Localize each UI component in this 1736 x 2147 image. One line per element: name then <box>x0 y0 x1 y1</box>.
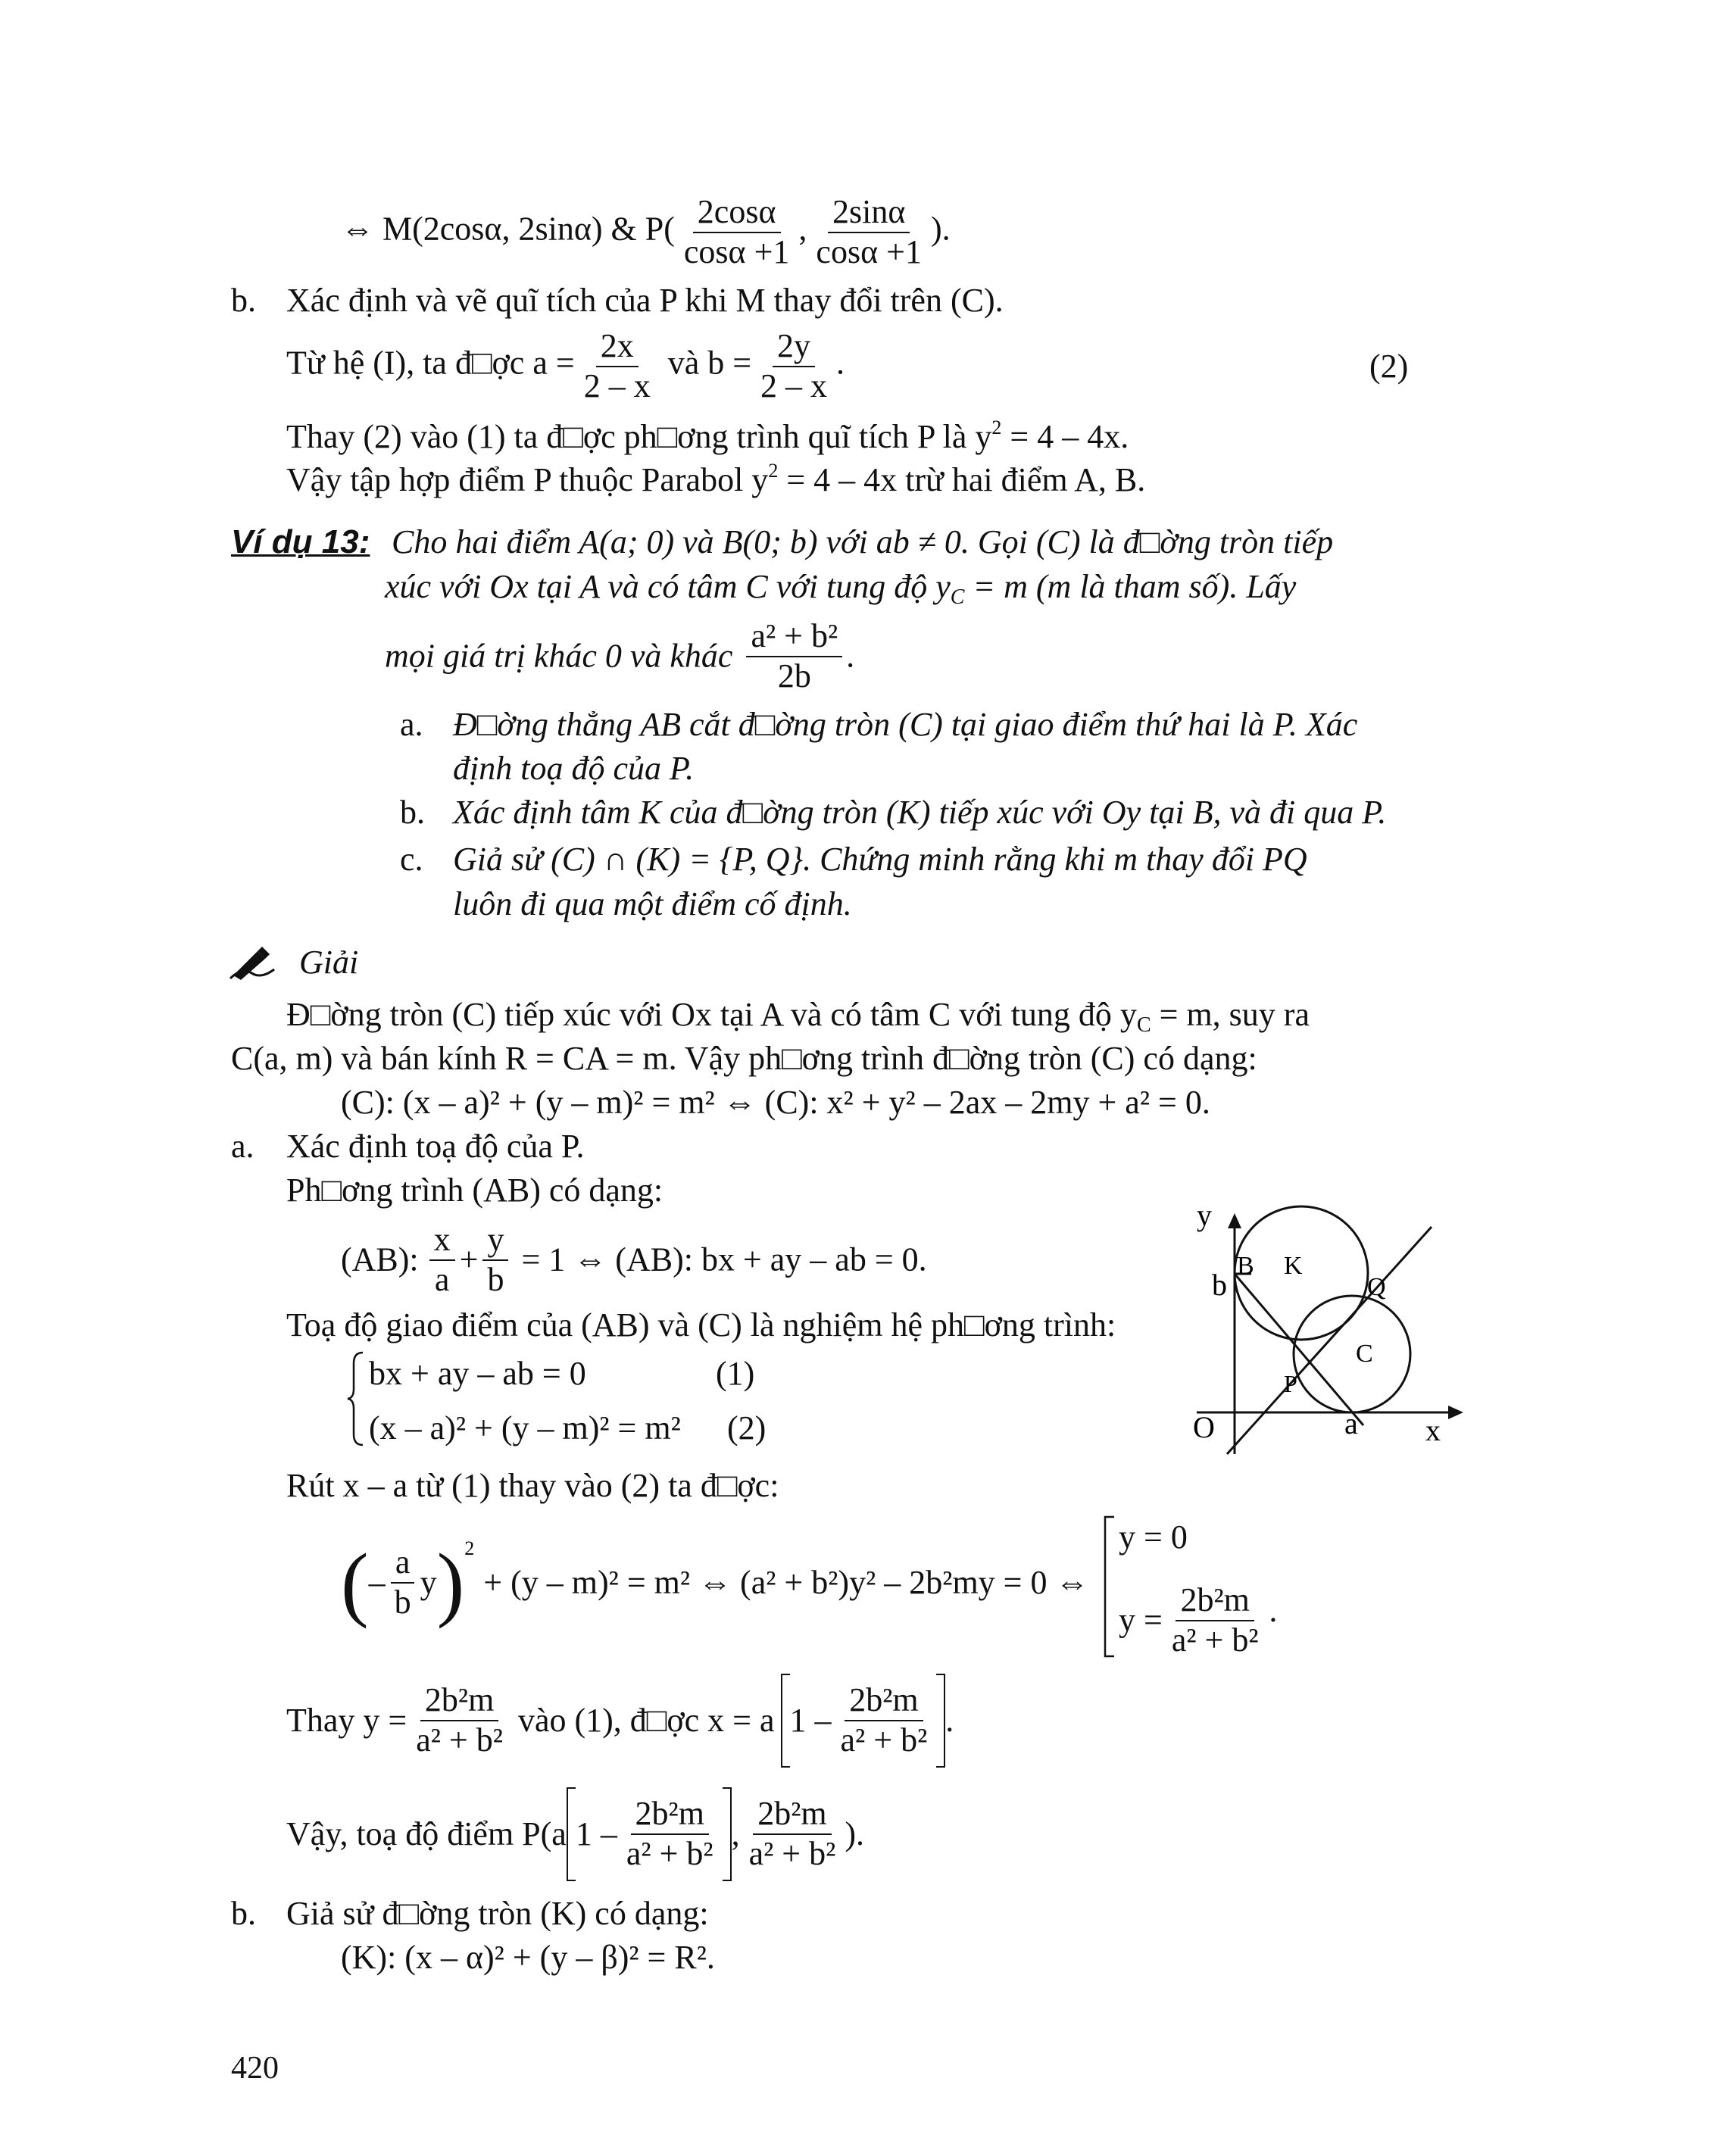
system-eq-1-tag: (1) <box>716 1355 755 1392</box>
x-axis-arrow <box>1448 1406 1463 1419</box>
right-bracket <box>936 1674 945 1768</box>
left-bracket <box>567 1787 576 1881</box>
text: Đ□ờng tròn (C) tiếp xúc với Ox tại A và có tâm C với tung độ y <box>286 996 1137 1033</box>
text: vào (1), đ□ợc x = a <box>517 1702 775 1739</box>
solution-heading <box>227 943 358 981</box>
numerator: a <box>391 1543 415 1584</box>
denominator: cosα +1 <box>683 232 790 270</box>
text: xúc với Ox tại A và có tâm C với tung độ y <box>385 568 951 605</box>
numerator: y <box>482 1221 508 1261</box>
substitute-line <box>286 417 1129 455</box>
pen-writing-icon <box>227 944 280 981</box>
denominator: a² + b² <box>626 1835 713 1872</box>
substitute-y-line <box>286 1674 954 1768</box>
part-a-title: Xác định toạ độ của P. <box>286 1128 585 1165</box>
sub-b-line: Xác định tâm K của đ□ờng tròn (K) tiếp xúc với Oy tại B, và đi qua P. <box>453 794 1387 831</box>
fraction-py <box>811 193 926 271</box>
denominator: 2 – x <box>583 367 651 404</box>
text: = 4 – 4x. <box>1001 418 1129 455</box>
example-label <box>231 523 370 560</box>
close-paren: ) <box>436 1537 465 1629</box>
system-eq-2: (x – a)² + (y – m)² = m² <box>369 1409 681 1446</box>
superscript: 2 <box>768 460 779 482</box>
case-2 <box>1119 1581 1279 1659</box>
sub-a-line-2: định toạ độ của P. <box>453 750 695 787</box>
text: Vậy, toạ độ điểm P(a <box>286 1815 567 1852</box>
text: = 4 – 4x trừ hai điểm A, B. <box>778 461 1146 498</box>
sub-c-label: c. <box>400 841 423 878</box>
fraction-case <box>1167 1581 1263 1659</box>
left-brace <box>345 1350 367 1448</box>
y-axis-label: y <box>1197 1204 1212 1232</box>
open-paren: ( <box>341 1537 369 1629</box>
numerator: 2b²m <box>753 1795 831 1835</box>
denominator: cosα +1 <box>816 232 922 270</box>
case-bracket <box>1102 1515 1329 1659</box>
y-axis-arrow <box>1228 1213 1241 1228</box>
fraction-px <box>679 193 795 271</box>
system-eq-2-tag: (2) <box>727 1409 767 1446</box>
sub-b-label: b. <box>400 794 425 831</box>
line-prefix: ⇔ M(2cosα, 2sinα) & P( <box>341 210 675 248</box>
x-axis-label: x <box>1425 1413 1441 1447</box>
bracket-line <box>1102 1515 1117 1659</box>
sub-c-line-2: luôn đi qua một điểm cố định. <box>453 885 852 922</box>
dot: · <box>1267 1601 1279 1639</box>
variable-y: y <box>420 1564 437 1601</box>
period: . <box>847 637 856 675</box>
text: Thay (2) vào (1) ta đ□ợc ph□ơng trình quĩ tích P là y <box>286 418 992 455</box>
sub-a-label: a. <box>400 706 423 743</box>
denominator: a² + b² <box>840 1721 928 1758</box>
fraction-px2 <box>622 1795 718 1873</box>
part-b-title-2: Giả sử đ□ờng tròn (K) có dạng: <box>286 1895 709 1932</box>
numerator: a² + b² <box>746 617 842 657</box>
text: 1 – <box>575 1815 617 1852</box>
text: , <box>731 1815 740 1852</box>
point-p-label: P <box>1284 1370 1297 1397</box>
sub-c-line-1: Giả sử (C) ∩ (K) = {P, Q}. Chứng minh rằng khi m thay đổi PQ <box>453 841 1307 878</box>
origin-label: O <box>1193 1410 1215 1444</box>
denominator: b <box>487 1260 504 1298</box>
text: Vậy tập hợp điểm P thuộc Parabol y <box>286 461 769 498</box>
system-eq-1: bx + ay – ab = 0 <box>369 1355 586 1392</box>
text: = 1 ⇔ (AB): bx + ay – ab = 0. <box>513 1240 927 1278</box>
superscript: 2 <box>991 417 1002 438</box>
fraction-py2 <box>745 1795 841 1873</box>
point-k-label: K <box>1284 1252 1303 1280</box>
circle-k-equation: (K): (x – α)² + (y – β)² = R². <box>341 1939 715 1976</box>
line-prefix: Từ hệ (I), ta đ□ợc a = <box>286 344 575 382</box>
numerator: 2b²m <box>1176 1581 1254 1621</box>
solution-label: Giải <box>299 943 359 981</box>
a-tick-label: a <box>1344 1406 1358 1440</box>
denominator: 2 – x <box>760 367 828 404</box>
part-a-label: a. <box>231 1128 254 1165</box>
point-p-coordinates <box>286 1787 864 1881</box>
extract-line: Rút x – a từ (1) thay vào (2) ta đ□ợc: <box>286 1467 779 1504</box>
fraction-ab <box>746 617 842 695</box>
text: ). <box>845 1815 864 1852</box>
case-1: y = 0 <box>1119 1518 1188 1556</box>
numerator: 2y <box>773 327 815 367</box>
solution-p1-line-2: C(a, m) và bán kính R = CA = m. Vậy ph□ơng trình đ□ờng tròn (C) có dạng: <box>231 1040 1257 1077</box>
denominator: b <box>394 1584 411 1621</box>
fraction-a <box>579 327 655 405</box>
fraction-a-b <box>390 1543 416 1621</box>
circle-c <box>1294 1296 1410 1412</box>
fraction-x-a <box>429 1221 455 1299</box>
solution-p1-line-1 <box>286 996 1310 1037</box>
page-number: 420 <box>231 2051 279 2086</box>
denominator: a <box>434 1260 450 1298</box>
example-title: Ví dụ 13: <box>231 523 370 560</box>
part-b-label: b. <box>231 282 256 319</box>
part-b-text: Xác định và vẽ quĩ tích của P khi M thay đổi trên (C). <box>286 282 1004 319</box>
line-suffix: ). <box>930 210 951 248</box>
denominator: a² + b² <box>748 1835 836 1872</box>
from-system-line <box>286 327 845 405</box>
sub-a-line-1: Đ□ờng thẳng AB cắt đ□ờng tròn (C) tại giao điểm thứ hai là P. Xác <box>453 706 1358 743</box>
line-pq <box>1227 1227 1432 1454</box>
b-tick-label: b <box>1212 1268 1227 1302</box>
comma: , <box>798 210 807 248</box>
conclusion-line <box>286 460 1146 498</box>
plus: + <box>459 1240 479 1278</box>
period: . <box>836 344 845 382</box>
numerator: 2sinα <box>828 193 910 233</box>
circle-c-equation: (C): (x – a)² + (y – m)² = m² ⇔ (C): x² + y² – 2ax – 2my + a² = 0. <box>341 1084 1210 1121</box>
numerator: x <box>429 1221 455 1261</box>
point-b-label: B <box>1237 1252 1254 1280</box>
denominator: a² + b² <box>1171 1621 1259 1659</box>
subscript: C <box>950 585 965 609</box>
fraction-x <box>836 1681 932 1759</box>
subscript: C <box>1136 1013 1151 1037</box>
fraction-b <box>756 327 832 405</box>
coord-line <box>341 193 951 271</box>
equation-tag: (2) <box>1369 348 1409 385</box>
example-line-2 <box>385 568 1297 609</box>
part-b-label-2: b. <box>231 1895 256 1932</box>
right-bracket <box>723 1787 732 1881</box>
text: 1 – <box>789 1702 832 1739</box>
ab-form-line: Ph□ơng trình (AB) có dạng: <box>286 1172 663 1209</box>
fraction-y <box>411 1681 507 1759</box>
denominator: 2b <box>777 657 811 694</box>
point-q-label: Q <box>1367 1273 1386 1301</box>
geometry-figure <box>1182 1204 1469 1462</box>
numerator: 2x <box>596 327 639 367</box>
text: mọi giá trị khác 0 và khác <box>385 637 733 675</box>
exponent: 2 <box>464 1537 475 1559</box>
numerator: 2b²m <box>845 1681 923 1721</box>
example-line-3 <box>385 617 855 695</box>
point-c-label: C <box>1356 1340 1373 1368</box>
numerator: 2cosα <box>693 193 781 233</box>
numerator: 2b²m <box>420 1681 498 1721</box>
minus: – <box>368 1564 386 1601</box>
text: Thay y = <box>286 1702 407 1739</box>
equation-middle: + (y – m)² = m² ⇔ (a² + b²)y² – 2b²my = 0 ⇔ <box>483 1564 1089 1601</box>
left-bracket <box>781 1674 790 1768</box>
text: = m, suy ra <box>1151 996 1310 1033</box>
quadratic-equation <box>341 1522 1089 1643</box>
numerator: 2b²m <box>631 1795 709 1835</box>
denominator: a² + b² <box>416 1721 503 1758</box>
text: = m (m là tham số). Lấy <box>964 568 1297 605</box>
and-b: và b = <box>667 344 752 382</box>
intersection-line: Toạ độ giao điểm của (AB) và (C) là nghiệm hệ ph□ơng trình: <box>286 1306 1116 1343</box>
text: (AB): <box>341 1240 419 1278</box>
ab-equation <box>341 1221 927 1299</box>
text: y = <box>1119 1601 1163 1639</box>
fraction-y-b <box>482 1221 508 1299</box>
example-line-1: Cho hai điểm A(a; 0) và B(0; b) với ab ≠ 0. Gọi (C) là đ□ờng tròn tiếp <box>392 523 1334 560</box>
text: . <box>945 1702 954 1739</box>
